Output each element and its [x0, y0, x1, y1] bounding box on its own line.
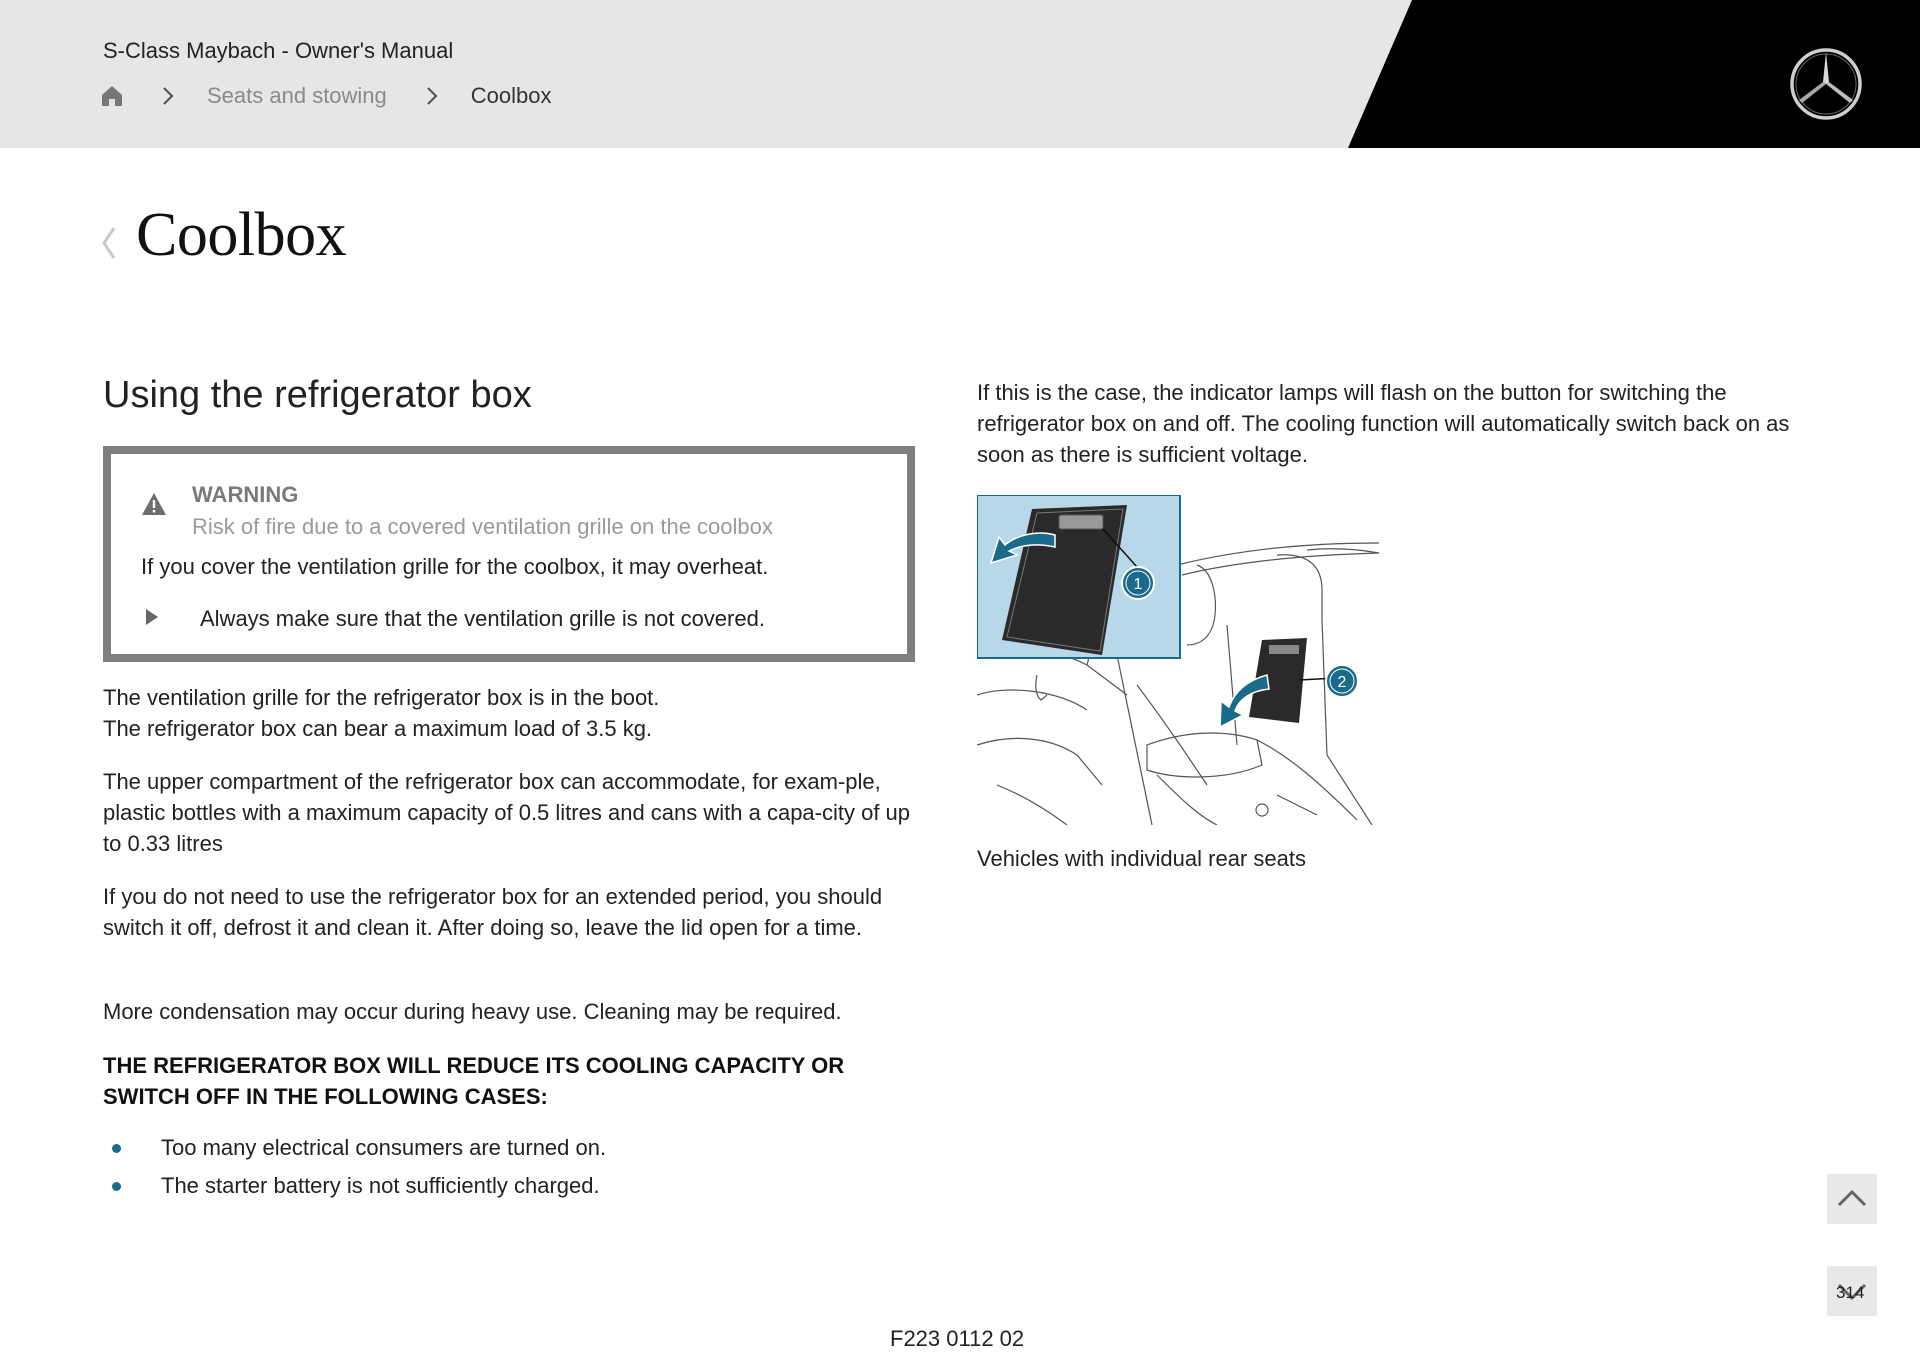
list-item-text: Too many electrical consumers are turned on. [161, 1135, 607, 1160]
action-arrow-icon [145, 608, 159, 626]
warning-text: If you cover the ventilation grille for the coolbox, it may overheat. [141, 554, 769, 579]
document-code: F223 0112 02 [890, 1326, 1025, 1351]
page-number: 314 [1836, 1283, 1865, 1302]
bullet-dot [112, 1182, 121, 1191]
list-item-text: The starter battery is not sufficiently charged. [161, 1173, 600, 1198]
paragraph-extended-period: If you do not need to use the refrigerator box for an extended period, you should switch it off, defrost it and clean it. After doing so, leave the lid open for a time. [103, 884, 883, 940]
coolbox-illustration [977, 495, 1379, 825]
page-title: Coolbox [136, 201, 347, 269]
warning-box [103, 446, 915, 662]
mercedes-star-logo[interactable] [1788, 46, 1864, 122]
home-icon[interactable] [101, 85, 123, 107]
paragraph-ventilation [103, 682, 913, 744]
ventilation-line: The ventilation grille for the refrigerator box is in the boot. [103, 685, 660, 710]
warning-triangle-icon [141, 492, 167, 516]
bullet-dot [112, 1144, 121, 1153]
list-item [103, 1170, 606, 1208]
callout-2: 2 [1337, 674, 1347, 691]
warning-subtitle: Risk of fire due to a covered ventilation grille on the coolbox [192, 514, 773, 539]
paragraph-capacity: The upper compartment of the refrigerator box can accommodate, for exam-ple, plastic bottles with a maximum capacity of 0.5 litres and cans with a capa-city of up to 0.33 litres [103, 769, 911, 856]
chevron-right-icon [425, 86, 439, 106]
breadcrumb-item-seats[interactable]: Seats and stowing [207, 83, 387, 108]
max-load-line: The refrigerator box can bear a maximum load of 3.5 kg. [103, 716, 653, 741]
breadcrumb [101, 80, 552, 112]
section-heading: Using the refrigerator box [103, 374, 532, 416]
cases-list [103, 1132, 606, 1208]
chevron-up-icon [1827, 1174, 1877, 1224]
back-chevron-icon[interactable] [101, 224, 117, 262]
list-item [103, 1132, 606, 1170]
warning-label: WARNING [192, 482, 299, 507]
cases-heading: THE REFRIGERATOR BOX WILL REDUCE ITS COOLING CAPACITY OR SWITCH OFF IN THE FOLLOWING CASES: [103, 1053, 845, 1109]
illustration-caption: Vehicles with individual rear seats [977, 846, 1306, 871]
manual-title: S-Class Maybach - Owner's Manual [103, 38, 454, 63]
voltage-paragraph: If this is the case, the indicator lamps will flash on the button for switching the refrigerator box on and off. The cooling function will automatically switch back on as soon as there is sufficient voltage. [977, 380, 1790, 467]
paragraph-condensation: More condensation may occur during heavy use. Cleaning may be required. [103, 999, 842, 1024]
warning-action: Always make sure that the ventilation grille is not covered. [200, 606, 765, 631]
callout-1: 1 [1133, 576, 1143, 593]
breadcrumb-item-coolbox: Coolbox [470, 83, 552, 108]
header [0, 0, 1920, 148]
chevron-right-icon [161, 86, 175, 106]
scroll-up-button[interactable] [1827, 1174, 1877, 1224]
